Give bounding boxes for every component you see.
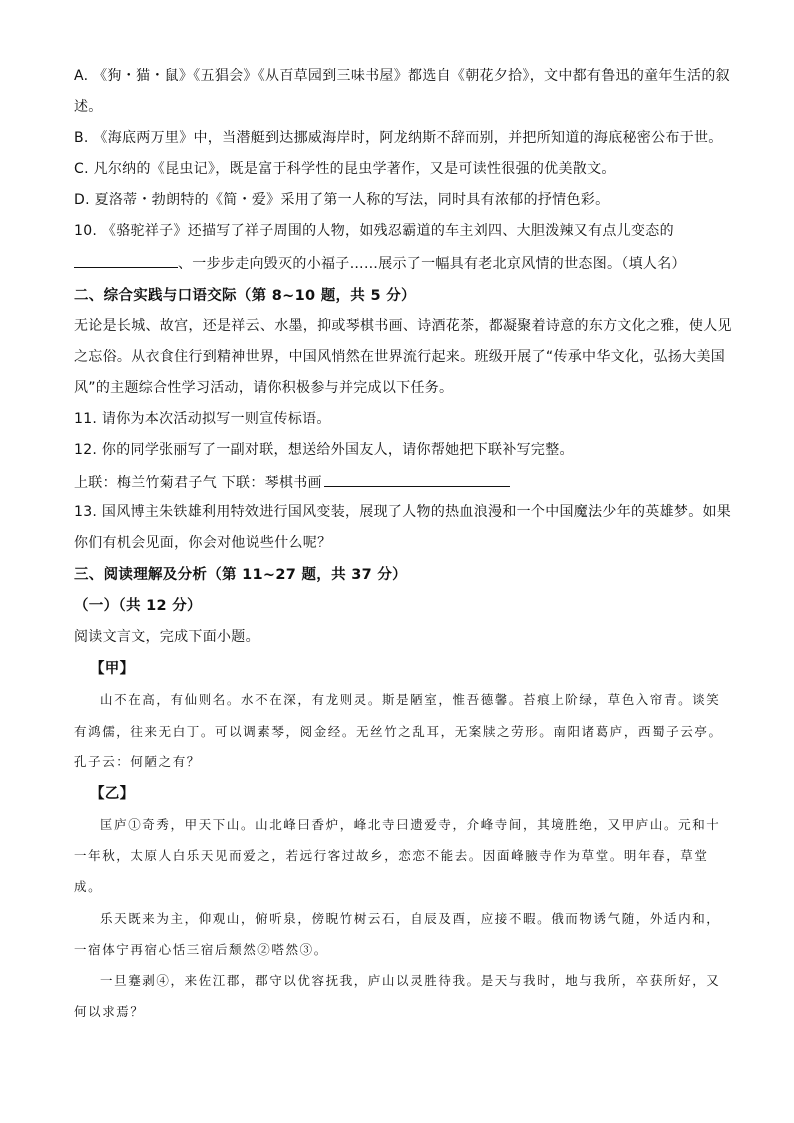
- part-1-heading: （一）（共 12 分）: [74, 598, 202, 614]
- section-3-heading: 三、阅读理解及分析（第 11~27 题，共 37 分）: [74, 567, 407, 583]
- section-2-intro-line-2: 之忘俗。从衣食住行到精神世界，中国风悄然在世界流行起来。班级开展了“传承中华文化，弘扬大美国: [74, 349, 726, 365]
- question-10-line-2-text: 、一步步走向毁灭的小福子……展示了一幅具有老北京风情的世态图。（填人名）: [178, 256, 686, 272]
- passage-jia-line-2: 有鸿儒，往来无白丁。可以调素琴，阅金经。无丝竹之乱耳，无案牍之劳形。南阳诸葛庐，西蜀子云亭。: [74, 724, 723, 739]
- option-c: C. 凡尔纳的《昆虫记》，既是富于科学性的昆虫学著作，又是可读性很强的优美散文。: [74, 161, 616, 177]
- section-2-intro-line-3: 风”的主题综合性学习活动，请你积极参与并完成以下任务。: [74, 380, 454, 396]
- answer-blank-couplet[interactable]: [324, 471, 510, 487]
- option-a-line-1: A. 《狗・猫・鼠》《五猖会》《从百草园到三味书屋》都选自《朝花夕拾》，文中都有鲁迅的童年生活的叙: [74, 68, 730, 84]
- passage-yi-p3-line-1: 一旦蹇剥④，来佐江郡，郡守以优容抚我，庐山以灵胜待我。是天与我时，地与我所，卒获所好，又: [100, 973, 721, 988]
- option-a-line-2: 述。: [74, 99, 103, 115]
- section-2-intro-line-1: 无论是长城、故宫，还是祥云、水墨，抑或琴棋书画、诗酒花茶，都凝聚着诗意的东方文化之雅，使人见: [74, 318, 732, 334]
- passage-yi-p2-line-2: 一宿体宁再宿心恬三宿后颓然②嗒然③。: [74, 942, 328, 957]
- passage-yi-p1-line-3: 成。: [74, 879, 103, 894]
- passage-jia-line-1: 山不在高，有仙则名。水不在深，有龙则灵。斯是陋室，惟吾德馨。苔痕上阶绿，草色入帘青。谈笑: [100, 692, 721, 707]
- passage-yi-p2-line-1: 乐天既来为主，仰观山，俯听泉，傍睨竹树云石，自辰及酉，应接不暇。俄而物诱气随，外适内和，: [100, 911, 721, 926]
- question-13-line-2: 你们有机会见面，你会对他说些什么呢？: [74, 535, 332, 551]
- passage-jia-line-3: 孔子云：何陋之有？: [74, 754, 201, 769]
- question-13-line-1: 13. 国风博主朱铁雄利用特效进行国风变装，展现了人物的热血浪漫和一个中国魔法少年的英雄梦。如果: [74, 504, 732, 520]
- option-d: D. 夏洛蒂・勃朗特的《简・爱》采用了第一人称的写法，同时具有浓郁的抒情色彩。: [74, 192, 610, 208]
- passage-jia-tag: 【甲】: [90, 661, 135, 677]
- passage-yi-p1-line-2: 一年秋，太原人白乐天见而爱之，若远行客过故乡，恋恋不能去。因面峰腋寺作为草堂。明年春，草堂: [74, 848, 709, 863]
- question-12: 12. 你的同学张丽写了一副对联，想送给外国友人，请你帮她把下联补写完整。: [74, 442, 574, 458]
- passage-yi-p3-line-2: 何以求焉？: [74, 1004, 145, 1019]
- reading-instruction: 阅读文言文，完成下面小题。: [74, 629, 260, 645]
- answer-blank-name[interactable]: [74, 252, 178, 268]
- section-2-heading: 二、综合实践与口语交际（第 8~10 题，共 5 分）: [74, 288, 416, 304]
- question-11: 11. 请你为本次活动拟写一则宣传标语。: [74, 411, 331, 427]
- question-10-line-1: 10. 《骆驼祥子》还描写了祥子周围的人物，如残忍霸道的车主刘四、大胆泼辣又有点儿变态的: [74, 223, 674, 239]
- option-b: B. 《海底两万里》中，当潜艇到达挪威海岸时，阿龙纳斯不辞而别，并把所知道的海底秘密公布于世。: [74, 130, 723, 146]
- passage-yi-p1-line-1: 匡庐①奇秀，甲天下山。山北峰曰香炉，峰北寺曰遗爱寺，介峰寺间，其境胜绝，又甲庐山。元和十: [100, 817, 721, 832]
- passage-yi-tag: 【乙】: [90, 786, 135, 802]
- question-10-line-2: [74, 252, 724, 274]
- couplet-text: 上联：梅兰竹菊君子气 下联：琴棋书画: [74, 475, 322, 491]
- couplet-line: [74, 471, 724, 493]
